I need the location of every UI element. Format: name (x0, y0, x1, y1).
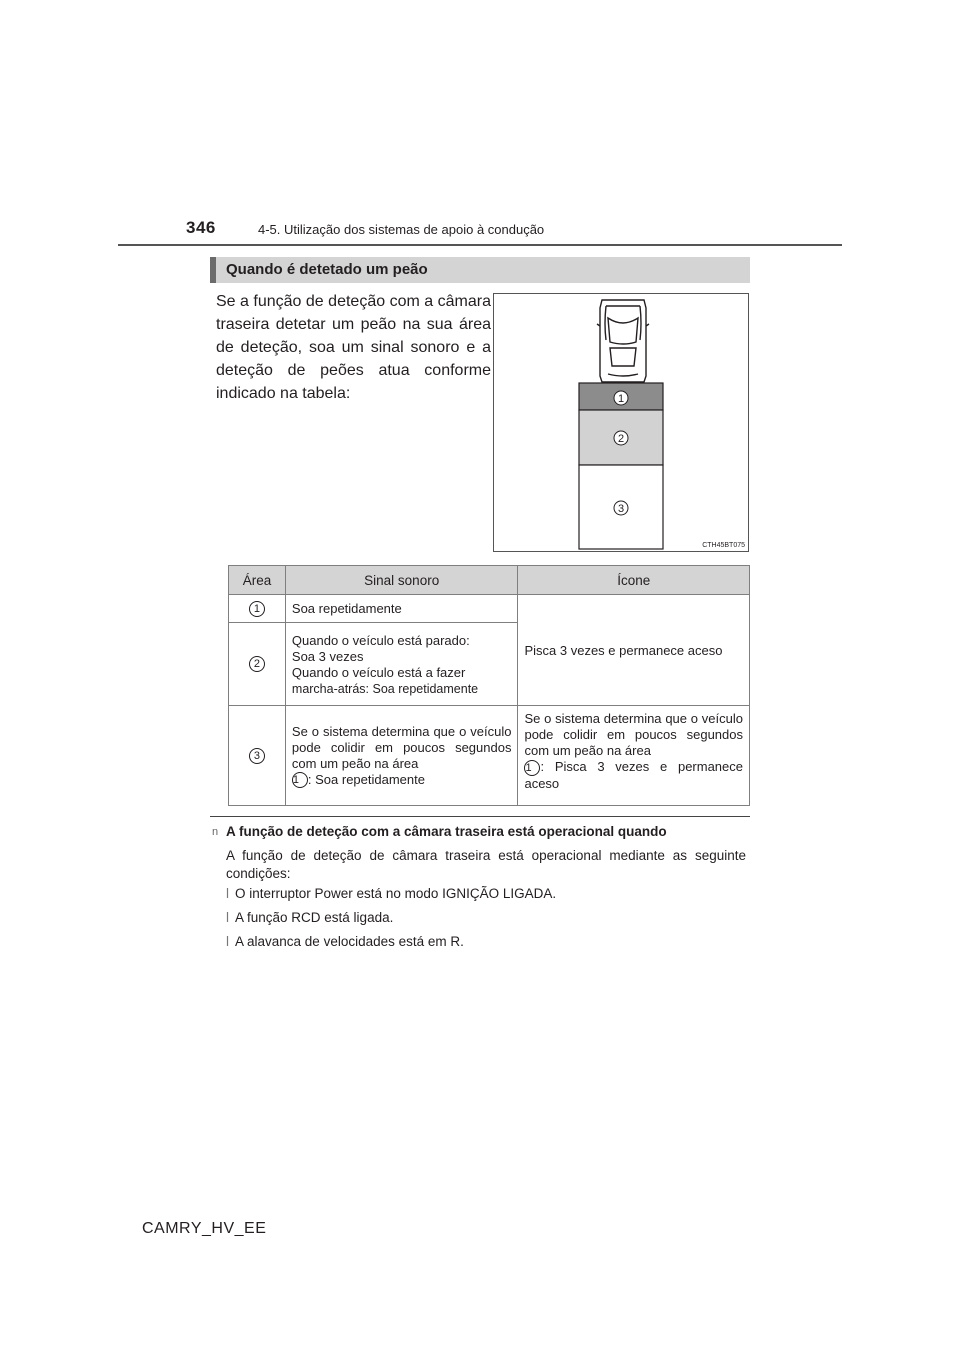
section-heading-bar (210, 257, 750, 283)
svg-text:3: 3 (617, 503, 625, 515)
area-badge: 1 (249, 601, 265, 617)
footer-model-code: CAMRY_HV_EE (142, 1220, 267, 1237)
icon-text-suffix: : Pisca 3 vezes e permanece aceso (524, 759, 743, 791)
icon-cell (518, 595, 750, 706)
area-cell (229, 595, 286, 623)
detection-zones-diagram (494, 294, 748, 551)
icon-text: Pisca 3 vezes e permanece aceso (524, 642, 723, 658)
sound-text: Soa repetidamente (291, 600, 402, 616)
svg-text:1: 1 (617, 393, 625, 405)
sound-text-suffix: : Soa repetidamente (307, 771, 425, 787)
area-reference: 1 (292, 772, 308, 788)
icon-text: Se o sistema determina que o veículo pode colidir em poucos segundos com um peão na área (524, 711, 743, 758)
condition-bullet: l (226, 886, 229, 901)
header-area: Área (229, 566, 286, 595)
notes-bullet: n (212, 826, 219, 838)
condition-bullet: l (226, 934, 229, 949)
condition-text: O interruptor Power está no modo IGNIÇÃO LIGADA. (235, 886, 557, 901)
notes-body: A função de deteção de câmara traseira está operacional mediante as seguinte condições: (226, 848, 746, 881)
header-icon: Ícone (518, 566, 750, 595)
condition-item (226, 886, 556, 901)
vehicle-icon (597, 300, 649, 382)
sound-line: Soa 3 vezes (291, 648, 364, 664)
section-title: 4-5. Utilização dos sistemas de apoio à condução (258, 222, 545, 237)
condition-item (226, 910, 393, 925)
detection-table (228, 565, 750, 806)
heading-accent (210, 257, 216, 283)
sound-line: Quando o veículo está a fazer (291, 664, 466, 680)
detection-area-figure (493, 293, 749, 552)
sound-cell (285, 706, 518, 806)
section-heading: Quando é detetado um peão (226, 261, 428, 278)
condition-item (226, 934, 464, 949)
sound-line: Quando o veículo está parado: (291, 632, 470, 648)
condition-text: A alavanca de velocidades está em R. (235, 934, 464, 949)
zone-label-2 (614, 431, 628, 445)
header-divider (118, 244, 842, 246)
sound-line: marcha-atrás: Soa repetidamente (291, 681, 479, 696)
condition-bullet: l (226, 910, 229, 925)
page-number: 346 (186, 218, 216, 237)
table-header-row (229, 566, 750, 595)
zone-label-1 (614, 391, 628, 405)
notes-heading: A função de deteção com a câmara traseira está operacional quando (226, 824, 667, 839)
table-row (229, 595, 750, 623)
svg-text:2: 2 (617, 433, 625, 445)
condition-text: A função RCD está ligada. (235, 910, 394, 925)
area-cell (229, 706, 286, 806)
sound-text: Se o sistema determina que o veículo pode colidir em poucos segundos com um peão na área (291, 723, 512, 771)
area-badge: 2 (249, 656, 265, 672)
table-row (229, 706, 750, 806)
area-reference: 1 (524, 760, 540, 776)
area-badge: 3 (249, 748, 265, 764)
icon-cell (518, 706, 750, 806)
intro-paragraph: Se a função de deteção com a câmara traseira detetar um peão na sua área de deteção, soa um sinal sonoro e a deteção de peões atua conforme indicado na tabela: (216, 293, 491, 402)
notes-divider (210, 816, 750, 817)
zone-label-3 (614, 501, 628, 515)
area-cell (229, 623, 286, 706)
sound-cell (285, 623, 518, 706)
sound-cell (285, 595, 518, 623)
header-sound: Sinal sonoro (285, 566, 518, 595)
figure-code: CTH45BT075 (702, 542, 745, 549)
